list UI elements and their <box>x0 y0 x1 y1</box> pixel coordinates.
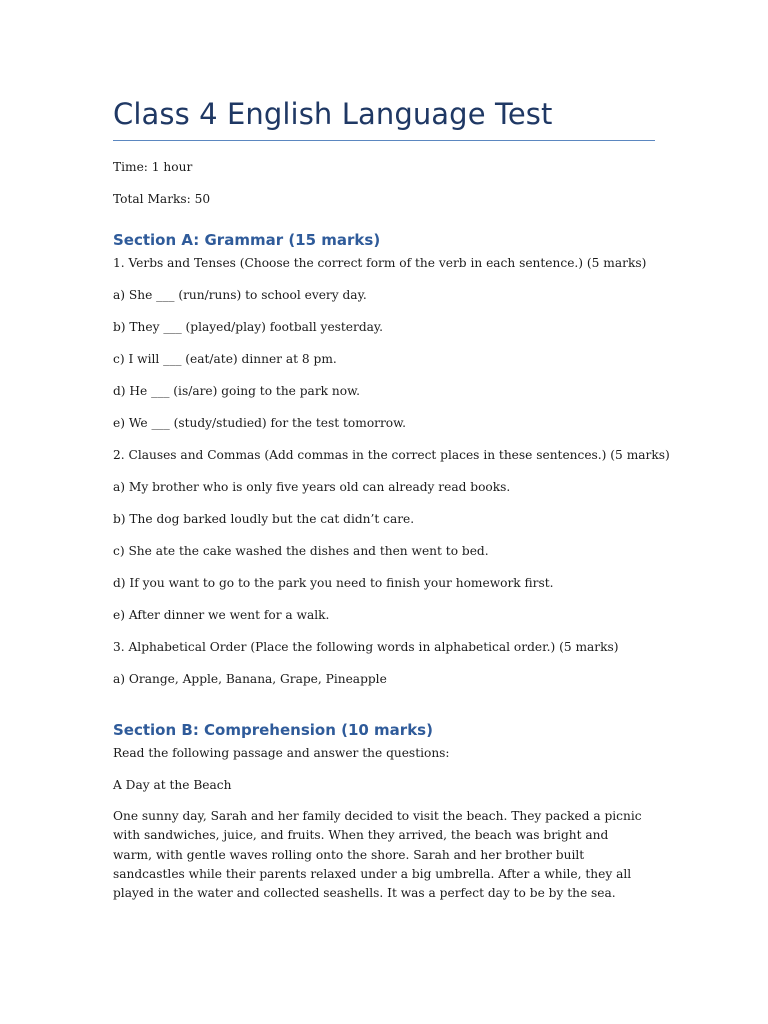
question-2-item-c: c) She ate the cake washed the dishes and then went to bed. <box>113 544 489 558</box>
section-a-heading: Section A: Grammar (15 marks) <box>113 231 381 249</box>
document-body <box>113 157 670 903</box>
title-underline <box>113 140 655 141</box>
section-b-heading: Section B: Comprehension (10 marks) <box>113 721 433 739</box>
total-marks-info: Total Marks: 50 <box>113 192 211 206</box>
passage-text: One sunny day, Sarah and her family decided to visit the beach. They packed a picnic with sandwiches, juice, and fruits. When they arrived, the beach was bright and warm, with gentle waves rolling onto the shore. Sarah and her brother built sandcastles while their parents relaxed under a big umbrella. After a while, they all played in the water and collected seashells. It was a perfect day to be by the sea. <box>113 809 642 901</box>
comprehension-intro: Read the following passage and answer the questions: <box>113 746 450 760</box>
question-2-prompt: 2. Clauses and Commas (Add commas in the correct places in these sentences.) (5 marks) <box>113 448 670 462</box>
passage-title: A Day at the Beach <box>113 778 232 792</box>
question-2-item-e: e) After dinner we went for a walk. <box>113 608 330 622</box>
question-1-item-a: a) She ___ (run/runs) to school every day. <box>113 288 367 302</box>
question-2-item-a: a) My brother who is only five years old can already read books. <box>113 480 511 494</box>
question-3-prompt: 3. Alphabetical Order (Place the following words in alphabetical order.) (5 marks) <box>113 640 619 654</box>
question-1-item-b: b) They ___ (played/play) football yesterday. <box>113 320 384 334</box>
question-1-prompt: 1. Verbs and Tenses (Choose the correct form of the verb in each sentence.) (5 marks) <box>113 256 647 270</box>
question-2-item-d: d) If you want to go to the park you need to finish your homework first. <box>113 576 554 590</box>
question-2-item-b: b) The dog barked loudly but the cat didn’t care. <box>113 512 415 526</box>
document-title: Class 4 English Language Test <box>113 97 553 131</box>
question-1-item-e: e) We ___ (study/studied) for the test tomorrow. <box>113 416 407 430</box>
question-3-item-a: a) Orange, Apple, Banana, Grape, Pineapple <box>113 672 387 686</box>
question-1-item-d: d) He ___ (is/are) going to the park now. <box>113 384 360 398</box>
question-1-item-c: c) I will ___ (eat/ate) dinner at 8 pm. <box>113 352 337 366</box>
time-info: Time: 1 hour <box>113 160 193 174</box>
